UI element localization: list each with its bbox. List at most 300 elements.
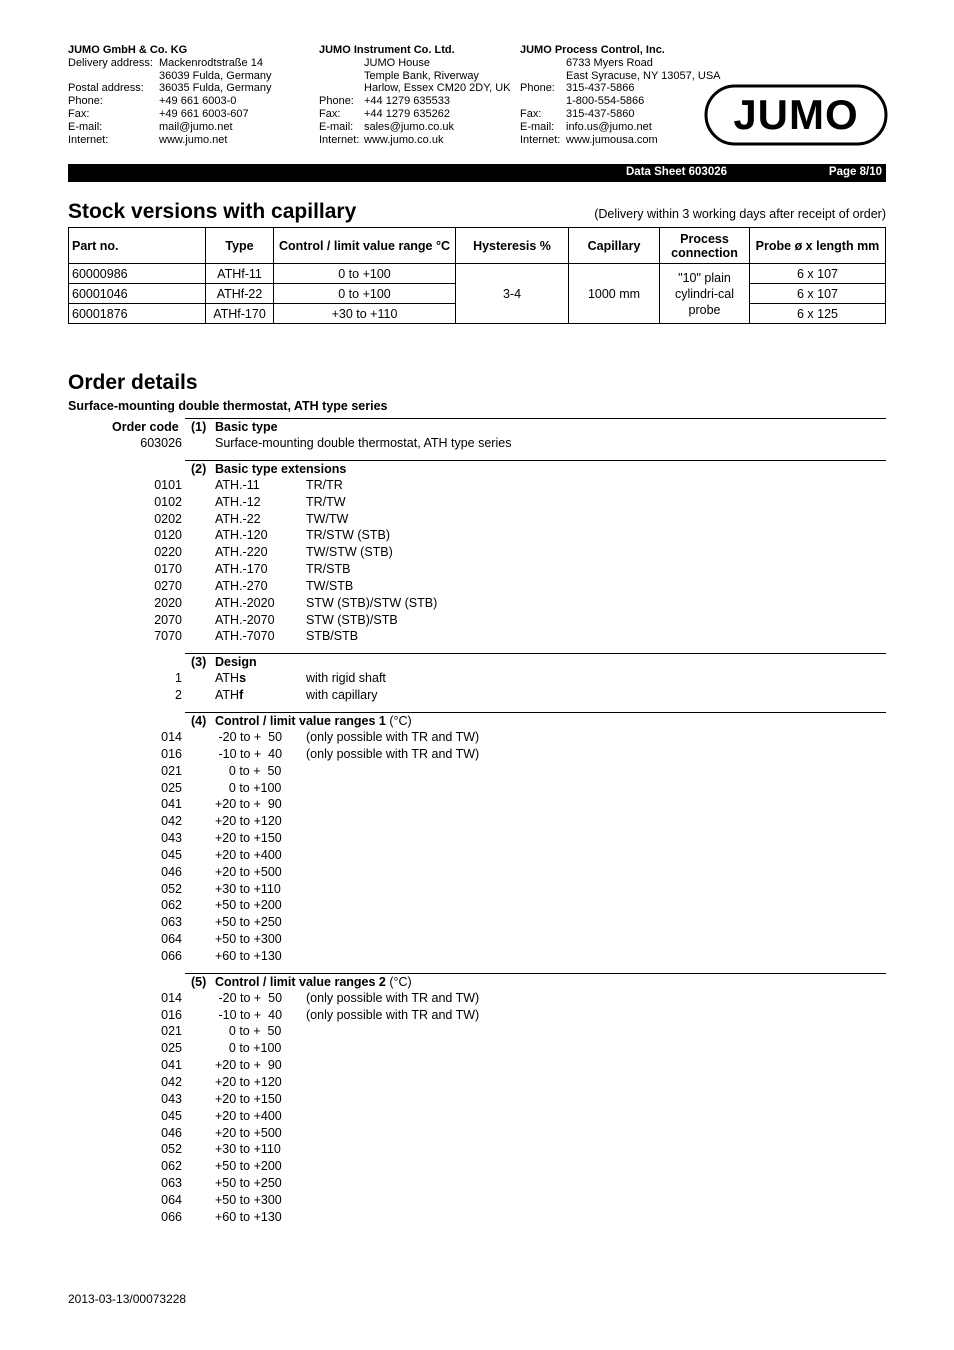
order-code: 052 [161,881,182,896]
address-line [319,70,511,83]
item-type-text: +50 to +200 [215,1159,282,1174]
item-type [215,1176,282,1190]
list-item [0,848,954,865]
address-value: 315-437-5866 [566,82,635,95]
order-code: 2070 [154,612,182,627]
item-type [215,949,282,963]
order-code-label: Order code [112,420,179,434]
list-item [0,1109,954,1126]
order-code: 0202 [154,511,182,526]
order-code: 064 [161,932,182,947]
order-code: 0101 [154,477,182,492]
address-line [319,134,511,147]
section-number: (3) [191,655,207,670]
address-value: +49 661 6003-607 [159,107,249,120]
cell-range: 0 to +100 [274,264,456,284]
item-type-text: 0 to +100 [215,780,282,795]
col-range: Control / limit value range °C [274,228,456,264]
section-title [215,655,257,669]
item-type-text: -10 to + 40 [215,746,283,761]
address-line [68,134,272,147]
company-name: JUMO Process Control, Inc. [520,44,665,56]
address-label: E-mail: [319,120,354,133]
address-label: Postal address: [68,82,144,95]
item-type [215,932,282,946]
address-value: +44 1279 635262 [364,107,450,120]
item-description: TR/TW [306,494,346,509]
col-type: Type [206,228,274,264]
item-type [215,865,282,879]
address-value: Temple Bank, Riverway [364,69,479,82]
list-item [0,478,954,495]
item-type [215,495,261,509]
item-type [215,579,268,593]
item-type [215,1109,282,1123]
item-description: TW/STB [306,578,354,593]
order-code: 066 [161,1209,182,1224]
order-title: Order details [68,371,198,394]
list-item [0,1159,954,1176]
order-code: 046 [161,864,182,879]
item-description: STB/STB [306,629,359,644]
order-code: 7070 [154,629,182,644]
order-code: 021 [161,763,182,778]
address-block-usa [520,44,721,146]
address-value: JUMO House [364,56,431,69]
address-line [68,108,272,121]
item-type-text: ATH.-120 [215,528,268,543]
item-type [215,1024,281,1038]
order-code: 2 [175,688,182,703]
item-description: STW (STB)/STW (STB) [306,595,438,610]
item-type-text: ATH.-220 [215,545,268,560]
item-type [215,915,282,929]
order-code: 016 [161,746,182,761]
item-type [215,671,246,685]
order-code: 014 [161,729,182,744]
section-number: (2) [191,461,207,476]
item-type [215,1142,281,1156]
order-code: 052 [161,1142,182,1157]
item-type-text: +50 to +250 [215,915,282,930]
company-name: JUMO Instrument Co. Ltd. [319,44,455,56]
cell-type: ATHf-170 [206,304,274,324]
order-code: 042 [161,1075,182,1089]
address-label [68,70,159,83]
order-subtitle: Surface-mounting double thermostat, ATH type series [68,399,388,413]
list-item [0,898,954,915]
address-label: Internet: [319,133,360,146]
section-title-text: Basic type extensions [215,461,347,476]
address-line [520,108,721,121]
address-block-germany [68,44,272,146]
order-code: 2020 [154,595,182,610]
item-type [215,545,268,559]
section-header [185,460,886,478]
list-item [0,882,954,899]
order-code: 025 [161,1041,182,1056]
address-line [319,95,511,108]
table-row [69,264,886,284]
item-description: (only possible with TR and TW) [306,746,480,761]
company-name: JUMO GmbH & Co. KG [68,44,188,56]
section-title-text: Control / limit value ranges 1 [215,713,386,728]
col-capillary: Capillary [569,228,660,264]
item-type-text: Surface-mounting double thermostat, ATH type series [215,436,512,450]
address-line [520,121,721,134]
footer-doc-id: 2013-03-13/00073228 [68,1292,187,1306]
item-description: (only possible with TR and TW) [306,729,480,744]
address-value: East Syracuse, NY 13057, USA [566,69,721,82]
order-code: 062 [161,898,182,913]
cell-capillary: 1000 mm [569,264,660,324]
list-item [0,865,954,882]
item-type [215,1075,282,1089]
cell-range: +30 to +110 [274,304,456,324]
item-type [215,831,282,845]
address-label [319,57,364,70]
order-code: 0220 [154,545,182,560]
item-type-text: +20 to +150 [215,831,282,846]
item-type-text: ATH.-2020 [215,595,275,610]
address-line [68,70,272,83]
cell-part: 60001876 [69,304,206,324]
item-type-text: +20 to +500 [215,864,282,879]
list-item [0,949,954,966]
item-description: TR/TR [306,477,343,492]
cell-type: ATHf-22 [206,284,274,304]
item-type-text: -10 to + 40 [215,1007,283,1022]
address-label [520,70,566,83]
list-item [0,436,954,453]
cell-part: 60000986 [69,264,206,284]
item-type [215,1193,282,1207]
item-type-text: +30 to +110 [215,881,281,896]
list-item [0,764,954,781]
section-title [215,462,346,476]
list-item [0,629,954,646]
item-type [215,562,268,576]
item-type [215,848,282,862]
list-item [0,1041,954,1058]
item-type [215,528,268,542]
address-label: Phone: [520,82,555,95]
order-code: 042 [161,814,182,829]
cell-type: ATHf-11 [206,264,274,284]
address-line [520,82,721,95]
cell-hysteresis: 3-4 [456,264,569,324]
item-description: TR/STB [306,562,351,577]
address-line [319,121,511,134]
order-code: 025 [161,780,182,795]
list-item [0,671,954,688]
list-item [0,1024,954,1041]
list-item [0,991,954,1008]
item-type-suffix: s [239,671,247,686]
order-code: 045 [161,847,182,862]
address-block-uk [319,44,511,146]
item-type [215,991,282,1005]
list-item [0,495,954,512]
item-type-text: +20 to + 90 [215,797,282,812]
address-label [319,70,364,83]
address-value: 36035 Fulda, Germany [159,82,272,95]
item-description: TW/TW [306,511,349,526]
item-type [215,882,281,896]
address-value: www.jumo.co.uk [364,133,444,146]
order-code: 063 [161,915,182,930]
address-label: Delivery address: [68,56,153,69]
order-code: 0170 [154,562,182,577]
section-title-text: Control / limit value ranges 2 [215,974,386,989]
item-type [215,1008,282,1022]
item-type-text: ATH [215,671,240,686]
list-item [0,1176,954,1193]
order-code-list [0,418,954,1227]
list-item [0,1058,954,1075]
order-code: 064 [161,1192,182,1207]
item-type [215,730,282,744]
item-type-text: +20 to +400 [215,847,282,862]
address-value: sales@jumo.co.uk [364,120,455,133]
list-item [0,1092,954,1109]
page-number: Page 8/10 [828,166,882,178]
item-type [215,797,282,811]
item-type-text: +50 to +200 [215,898,282,913]
datasheet-label: Data Sheet 603026 [626,166,728,178]
address-label: E-mail: [68,120,103,133]
address-label: Fax: [68,107,90,120]
item-type [215,1058,282,1072]
address-label: Internet: [68,133,109,146]
section-title-text: Basic type [215,420,278,434]
address-value: 6733 Myers Road [566,56,653,69]
item-description: TW/STW (STB) [306,545,393,560]
list-item [0,545,954,562]
list-item [0,781,954,798]
list-item [0,613,954,630]
order-code: 603026 [140,436,182,450]
list-item [0,1142,954,1159]
address-value: mail@jumo.net [159,120,233,133]
order-code: 0120 [154,528,182,543]
item-type-text: ATH.-12 [215,494,261,509]
item-type-text: +20 to +400 [215,1108,282,1123]
cell-probe: 6 x 107 [750,284,886,304]
item-type-text: ATH.-11 [215,477,260,492]
list-item [0,579,954,596]
order-code: 063 [161,1176,182,1191]
item-type-text: ATH.-2070 [215,612,275,627]
item-type [215,898,282,912]
list-item [0,562,954,579]
item-type [215,613,275,627]
address-value: Harlow, Essex CM20 2DY, UK [364,82,511,95]
item-type-text: +20 to +120 [215,1075,282,1089]
address-label: Fax: [520,107,542,120]
col-process-connection: Process connection [660,228,750,264]
address-label: Fax: [319,107,341,120]
address-line [68,82,272,95]
order-code: 041 [161,1058,182,1073]
cell-probe: 6 x 125 [750,304,886,324]
list-item [0,596,954,613]
address-value: 315-437-5860 [566,107,635,120]
list-item [0,1126,954,1143]
item-type-suffix: f [239,688,244,703]
address-line [68,121,272,134]
section-title-text: Design [215,655,257,670]
col-probe: Probe ø x length mm [750,228,886,264]
item-type-text: 0 to +100 [215,1041,282,1056]
order-code: 0102 [154,494,182,509]
item-type-text: +20 to + 90 [215,1058,282,1073]
item-type-text: ATH.-22 [215,511,261,526]
item-type-text: +60 to +130 [215,1209,282,1224]
address-value: www.jumousa.com [566,133,658,146]
delivery-note: (Delivery within 3 working days after receipt of order) [594,207,886,221]
order-code: 043 [161,1091,182,1106]
item-description: with capillary [306,688,378,703]
item-type-text: +50 to +300 [215,1192,282,1207]
item-description: (only possible with TR and TW) [306,1007,480,1022]
address-value: 36039 Fulda, Germany [159,69,272,82]
cell-process-connection: "10" plain cylindri-cal probe [660,264,750,324]
cell-range: 0 to +100 [274,284,456,304]
item-type [215,512,261,526]
section-unit: (°C) [385,713,412,728]
section-header [185,712,886,730]
item-type-text: ATH.-270 [215,578,268,593]
item-type-text: +20 to +150 [215,1091,282,1106]
address-line [520,70,721,83]
item-type-text: -20 to + 50 [215,990,283,1005]
order-code: 0270 [154,578,182,593]
item-type-text: ATH.-170 [215,562,268,577]
address-label [520,57,566,70]
list-item [0,1193,954,1210]
address-value: +49 661 6003-0 [159,95,237,108]
section-number: (5) [191,974,207,989]
item-type-text: +50 to +250 [215,1176,282,1191]
order-code: 041 [161,797,182,812]
list-item [0,730,954,747]
list-item [0,512,954,529]
address-line [319,57,511,70]
cell-part: 60001046 [69,284,206,304]
order-code: 045 [161,1108,182,1123]
order-code: 014 [161,990,182,1005]
address-label [319,82,364,95]
list-item [0,1075,954,1092]
address-value: Mackenrodtstraße 14 [159,56,263,69]
list-item [0,688,954,705]
stock-title: Stock versions with capillary [68,200,357,223]
item-type [215,1210,282,1224]
list-item [0,831,954,848]
address-line [68,95,272,108]
list-item [0,797,954,814]
address-label [520,95,566,108]
list-item [0,1210,954,1227]
item-type [215,1092,282,1106]
item-type-text: +50 to +300 [215,932,282,947]
item-description: (only possible with TR and TW) [306,990,480,1005]
col-part-no: Part no. [69,228,206,264]
address-value: 1-800-554-5866 [566,95,645,108]
address-line [319,82,511,95]
section-title [215,714,412,728]
section-number: (4) [191,713,207,728]
item-type [215,1126,282,1140]
address-label: E-mail: [520,120,555,133]
address-value: info.us@jumo.net [566,120,652,133]
address-value: www.jumo.net [159,133,228,146]
section-title [215,420,278,434]
address-label: Internet: [520,133,561,146]
address-line [319,108,511,121]
logo-text: JUMO [733,91,859,138]
cell-probe: 6 x 107 [750,264,886,284]
address-line [68,57,272,70]
stock-table [68,227,886,324]
section-header [185,973,886,991]
order-code: 021 [161,1024,182,1039]
item-type-text: ATH.-7070 [215,629,275,644]
item-description: TR/STW (STB) [306,528,391,543]
col-hysteresis: Hysteresis % [456,228,569,264]
address-label: Phone: [68,95,103,108]
item-type [215,629,275,643]
address-line [520,134,721,147]
item-type-text: +30 to +110 [215,1142,281,1157]
item-type-text: -20 to + 50 [215,729,283,744]
header-bar [68,164,886,182]
item-type [215,436,511,450]
section-header [112,418,886,436]
order-code: 016 [161,1007,182,1022]
item-type [215,1041,281,1055]
order-code: 066 [161,948,182,963]
item-type-text: 0 to + 50 [215,1024,282,1039]
item-type [215,478,260,492]
section-title [215,975,412,989]
item-description: with rigid shaft [306,671,386,686]
list-item [0,915,954,932]
order-code: 1 [175,671,182,686]
address-label: Phone: [319,95,354,108]
item-type [215,814,282,828]
list-item [0,1008,954,1025]
item-type-text: ATH [215,688,240,703]
section-header [185,653,886,671]
item-type-text: +20 to +500 [215,1125,282,1140]
order-code: 043 [161,831,182,846]
item-type [215,1159,282,1173]
list-item [0,528,954,545]
item-type [215,596,275,610]
section-number: (1) [191,420,207,434]
list-item [0,747,954,764]
list-item [0,932,954,949]
item-type [215,781,281,795]
item-type-text: 0 to + 50 [215,763,282,778]
address-line [520,57,721,70]
item-description: STW (STB)/STB [306,612,398,627]
item-type [215,747,282,761]
item-type-text: +60 to +130 [215,948,282,963]
item-type [215,764,281,778]
